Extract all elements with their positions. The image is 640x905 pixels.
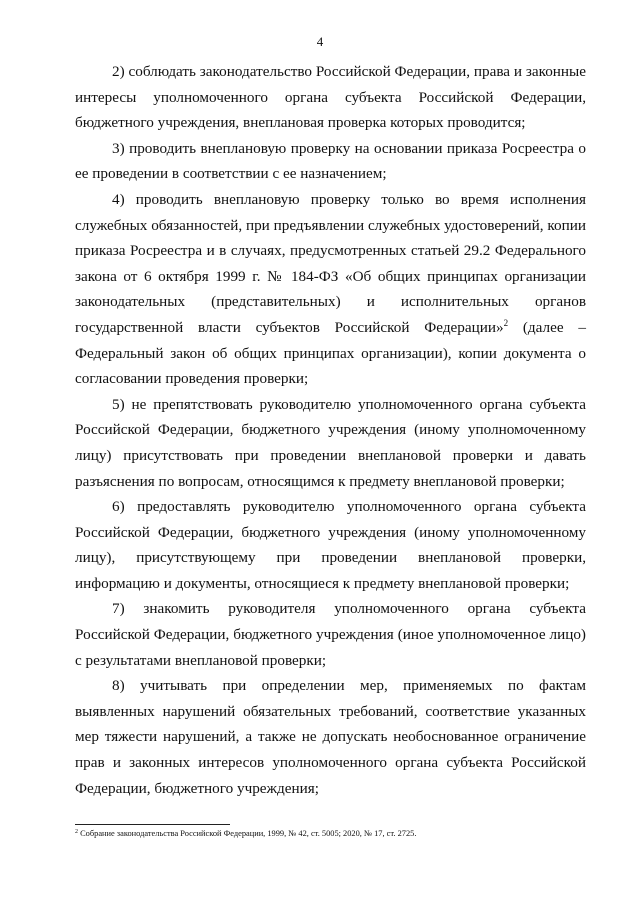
document-body — [75, 59, 586, 801]
page-number: 4 — [316, 34, 324, 49]
footnote-reference: 2 — [503, 317, 509, 328]
paragraph-item-4-text: 4) проводить внеплановую проверку только во время исполнения служебных обязанностей, при предъявлении служебных удостоверений, копии приказа Росреестра и в случаях, предусмотренных статьей 29.2 Федерального закона от 6 октября 1999 г. № 184-ФЗ «Об общих принципах организации законодательных (представительных) и исполнительных органов государственной власти субъектов Российской Федерации» — [75, 190, 586, 336]
paragraph-item-7: 7) знакомить руководителя уполномоченного органа субъекта Российской Федерации, бюджетного учреждения (иное уполномоченное лицо) с результатами внеплановой проверки; — [75, 600, 586, 669]
footnote-marker: 2 — [75, 829, 78, 835]
paragraph-item-8: 8) учитывать при определении мер, применяемых по фактам выявленных нарушений обязательных требований, соответствие указанных мер тяжести нарушений, а также не допускать необоснованное ограничение прав и законных интересов уполномоченного органа субъекта Российской Федерации, бюджетного учреждения; — [75, 677, 586, 797]
paragraph-item-2: 2) соблюдать законодательство Российской Федерации, права и законные интересы уполномоченного органа субъекта Российской Федерации, бюджетного учреждения, внеплановая проверка которых проводится; — [75, 63, 586, 132]
paragraph-item-4 — [75, 187, 586, 392]
paragraph-item-3: 3) проводить внеплановую проверку на основании приказа Росреестра о ее проведении в соответствии с ее назначением; — [75, 139, 586, 183]
footnote-separator — [75, 824, 230, 825]
paragraph-item-4-tail: (далее – Федеральный закон об общих принципах организации), копии документа о согласовании проведения проверки; — [75, 318, 586, 388]
footnote-text: Собрание законодательства Российской Федерации, 1999, № 42, ст. 5005; 2020, № 17, ст. 2725. — [78, 829, 417, 838]
paragraph-item-5: 5) не препятствовать руководителю уполномоченного органа субъекта Российской Федерации, бюджетного учреждения (иному уполномоченному лицу) присутствовать при проведении внеплановой проверки и давать разъяснения по вопросам, относящимся к предмету внеплановой проверки; — [75, 395, 586, 490]
footnote — [75, 828, 595, 840]
paragraph-item-6: 6) предоставлять руководителю уполномоченного органа субъекта Российской Федерации, бюджетного учреждения (иному уполномоченному лицу), присутствующему при проведении внеплановой проверки, информацию и документы, относящиеся к предмету внеплановой проверки; — [75, 498, 586, 592]
